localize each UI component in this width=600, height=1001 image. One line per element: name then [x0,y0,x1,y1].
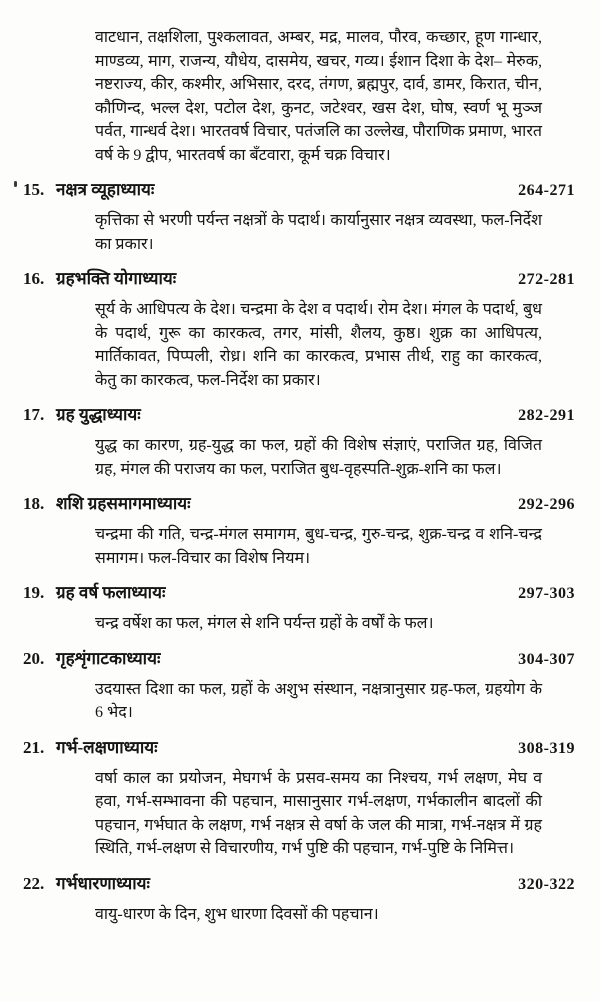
toc-entry [23,267,575,392]
stray-ink-mark [14,181,17,187]
entry-description: युद्ध का कारण, ग्रह-युद्ध का फल, ग्रहों की विशेष संज्ञाएं, पराजित ग्रह, विजित ग्रह, मंगल की पराजय का फल, पराजित बुध-वृहस्पति-शुक्र-शनि का फल। [95,437,542,478]
entry-description: उदयास्त दिशा का फल, ग्रहों के अशुभ संस्थान, नक्षत्रानुसार ग्रह-फल, ग्रहयोग के 6 भेद। [95,680,542,721]
entry-title: गर्भधारणाध्यायः [56,873,150,893]
entry-description: कृत्तिका से भरणी पर्यन्त नक्षत्रों के पदार्थ। कार्यानुसार नक्षत्र व्यवस्था, फल-निर्देश का प्रकार। [95,212,542,253]
entry-description: वायु-धारण के दिन, शुभ धारणा दिवसों की पहचान। [95,905,379,923]
entry-heading [23,736,575,761]
entry-page-range: 264-271 [518,182,575,199]
toc-entry [23,872,575,927]
entry-page-range: 308-319 [518,739,575,757]
entry-number: 19. [23,583,45,602]
entry-page-range: 282-291 [518,407,575,424]
toc-entry [23,403,575,481]
entry-number: 18. [23,494,45,513]
entry-heading [23,178,575,203]
entry-number: 22. [23,873,45,893]
intro-paragraph: वाटधान, तक्षशिला, पुश्कलावत, अम्बर, मद्र, मालव, पौरव, कच्छार, हूण गान्धार, माण्डव्य, माग, राजन्य, यौधेय, दासमेय, खचर, गव्य। ईशान दिशा के देश– मेरुक, नष्टराज्य, कीर, कश्मीर, अभिसार, दरद, तंगण, ब्रह्मपुर, दार्व, डामर, किरात, चीन, कौणिन्द, भल्ल देश, पटोल देश, कुनट, जटेश्वर, खस देश, घोष, स्वर्ण भू मुञ्ज पर्वत, गान्धर्व देश। भारतवर्ष विचार, पतंजलि का उल्लेख, पौराणिक प्रमाण, भारत वर्ष के 9 द्वीप, भारतवर्ष का बँटवारा, कूर्म चक्र विचार। [95,29,542,164]
entry-heading [23,581,575,606]
entry-heading [23,403,575,428]
entry-page-range: 320-322 [518,875,575,893]
entry-number: 17. [23,405,45,424]
entry-number: 15. [23,180,45,199]
toc-entry [23,178,575,256]
entry-description: चन्द्रमा की गति, चन्द्र-मंगल समागम, बुध-चन्द्र, गुरु-चन्द्र, शुक्र-चन्द्र व शनि-चन्द्र समागम। फल-विचार का विशेष नियम। [95,526,542,567]
entry-heading [23,267,575,292]
entry-title: गर्भ-लक्षणाध्यायः [56,737,158,757]
entry-number: 21. [23,737,45,757]
entry-page-range: 272-281 [518,271,575,288]
entry-description: सूर्य के आधिपत्य के देश। चन्द्रमा के देश व पदार्थ। रोम देश। मंगल के पदार्थ, बुध के पदार्थ, गुरू का कारकत्व, तगर, मांसी, शैलय, कुष्ठ। शुक्र का आधिपत्य, मार्तिकावत, पिप्पली, रोध्र। शनि का कारकत्व, प्रभास तीर्थ, राहु का कारकत्व, केतु का कारकत्व, फल-निर्देश का प्रकार। [95,301,542,389]
entry-page-range: 297-303 [518,585,575,602]
entry-title: ग्रहभक्ति योगाध्यायः [56,269,177,288]
entry-number: 16. [23,269,45,288]
entry-description: वर्षा काल का प्रयोजन, मेघगर्भ के प्रसव-समय का निश्चय, गर्भ लक्षण, मेघ व हवा, गर्भ-सम्भावना की पहचान, मासानुसार गर्भ-लक्षण, गर्भकालीन बादलों की पहचान, गर्भघात के लक्षण, गर्भ नक्षत्र से वर्षा के जल की मात्रा, गर्भ-नक्षत्र में ग्रह स्थिति, गर्भ-लक्षण से विचारणीय, गर्भ पुष्टि की पहचान, गर्भ-पुष्टि के निमित्त। [95,769,542,857]
toc-entry [23,736,575,861]
entry-description: चन्द्र वर्षेश का फल, मंगल से शनि पर्यन्त ग्रहों के वर्षों के फल। [95,615,434,632]
entry-title: गृहशृंगाटकाध्यायः [56,648,161,668]
entry-page-range: 304-307 [518,650,575,668]
entry-heading [23,492,575,517]
entry-page-range: 292-296 [518,496,575,513]
entry-heading [23,647,575,672]
entry-heading [23,872,575,897]
toc-entry [23,492,575,570]
entry-title: शशि ग्रहसमागमाध्यायः [56,494,191,513]
entry-title: ग्रह वर्ष फलाध्यायः [56,583,166,602]
entry-number: 20. [23,648,45,668]
entry-title: ग्रह युद्धाध्यायः [56,405,141,424]
toc-entry [23,647,575,725]
entry-title: नक्षत्र व्यूहाध्यायः [56,180,155,199]
toc-entry [23,581,575,636]
